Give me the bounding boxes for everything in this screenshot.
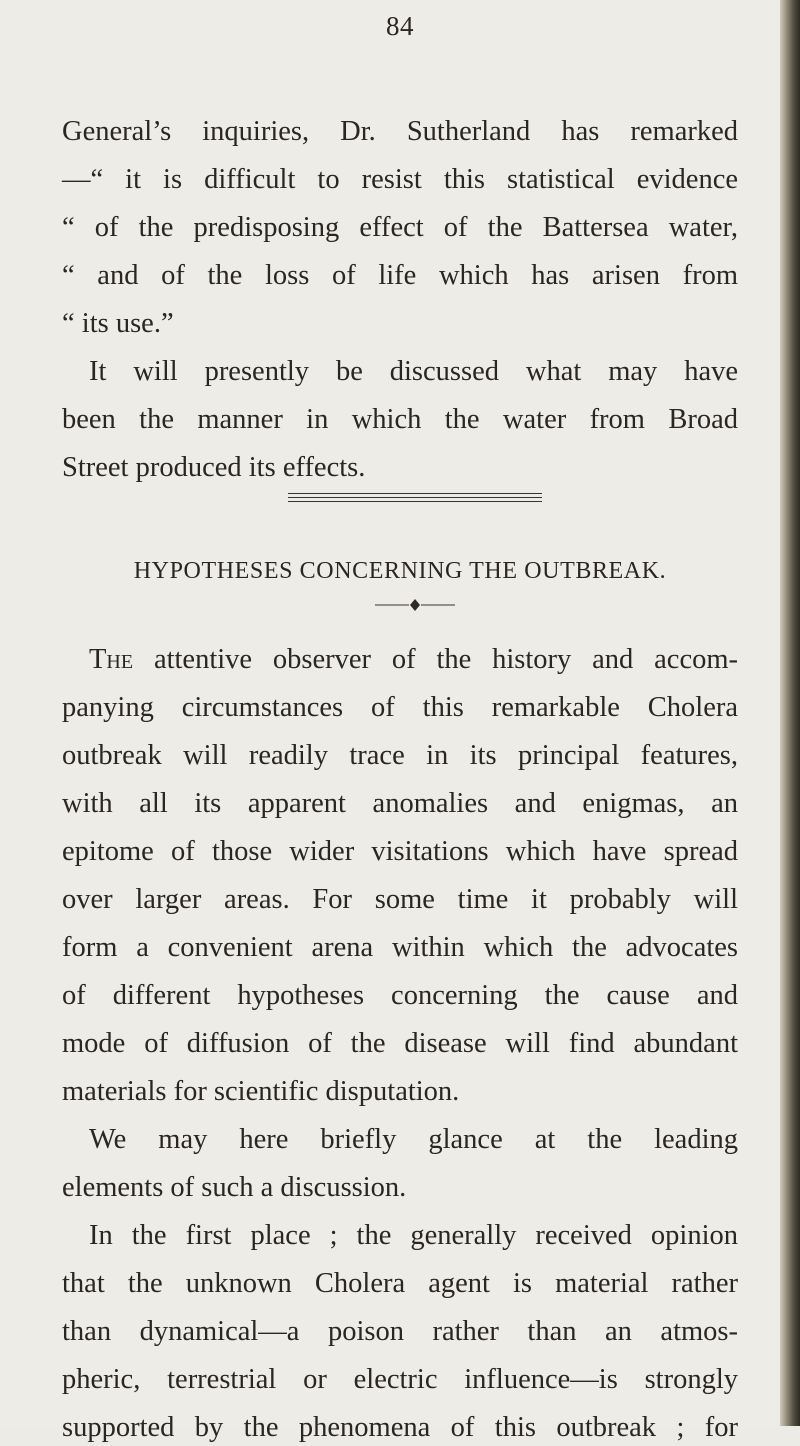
- diamond-ornament-icon: [365, 593, 465, 617]
- text-line: that the unknown Cholera agent is material rather: [62, 1268, 738, 1299]
- text-line: We may here briefly glance at the leading: [89, 1124, 738, 1155]
- text-line: “ its use.”: [62, 308, 174, 339]
- text-line: materials for scientific disputation.: [62, 1076, 460, 1107]
- page-edge-shadow: [780, 0, 800, 1426]
- section-rule: [288, 501, 542, 502]
- text-line: over larger areas. For some time it probably will: [62, 884, 738, 915]
- text-line: [89, 642, 738, 678]
- text-line: elements of such a discussion.: [62, 1172, 407, 1203]
- text-line: “ and of the loss of life which has arisen from: [62, 260, 738, 291]
- text-line: with all its apparent anomalies and enigmas, an: [62, 788, 738, 819]
- text-line: pheric, terrestrial or electric influence—is strongly: [62, 1364, 738, 1395]
- text-line: General’s inquiries, Dr. Sutherland has remarked: [62, 116, 738, 147]
- text-line: supported by the phenomena of this outbreak ; for: [62, 1412, 738, 1443]
- text-line: “ of the predisposing effect of the Battersea water,: [62, 212, 738, 243]
- text-line: mode of diffusion of the disease will find abundant: [62, 1028, 738, 1059]
- page-number: 84: [386, 11, 414, 41]
- text-line: epitome of those wider visitations which have spread: [62, 836, 738, 867]
- text-line: panying circumstances of this remarkable Cholera: [62, 692, 738, 723]
- text-line: It will presently be discussed what may have: [89, 356, 738, 387]
- text-span: attentive observer of the history and accom-: [153, 644, 739, 675]
- section-heading: HYPOTHESES CONCERNING THE OUTBREAK.: [133, 558, 667, 584]
- text-line: been the manner in which the water from Broad: [62, 404, 738, 435]
- text-line: In the first place ; the generally received opinion: [89, 1220, 738, 1251]
- text-line: form a convenient arena within which the advocates: [62, 932, 738, 963]
- section-rule: [288, 493, 542, 494]
- text-line: than dynamical—a poison rather than an atmos-: [62, 1316, 738, 1347]
- section-rule: [288, 497, 542, 498]
- text-line: —“ it is difficult to resist this statistical evidence: [62, 164, 738, 195]
- text-line: outbreak will readily trace in its principal features,: [62, 740, 738, 771]
- lead-word: The: [89, 644, 134, 675]
- text-line: Street produced its effects.: [62, 452, 366, 483]
- text-line: of different hypotheses concerning the cause and: [62, 980, 738, 1011]
